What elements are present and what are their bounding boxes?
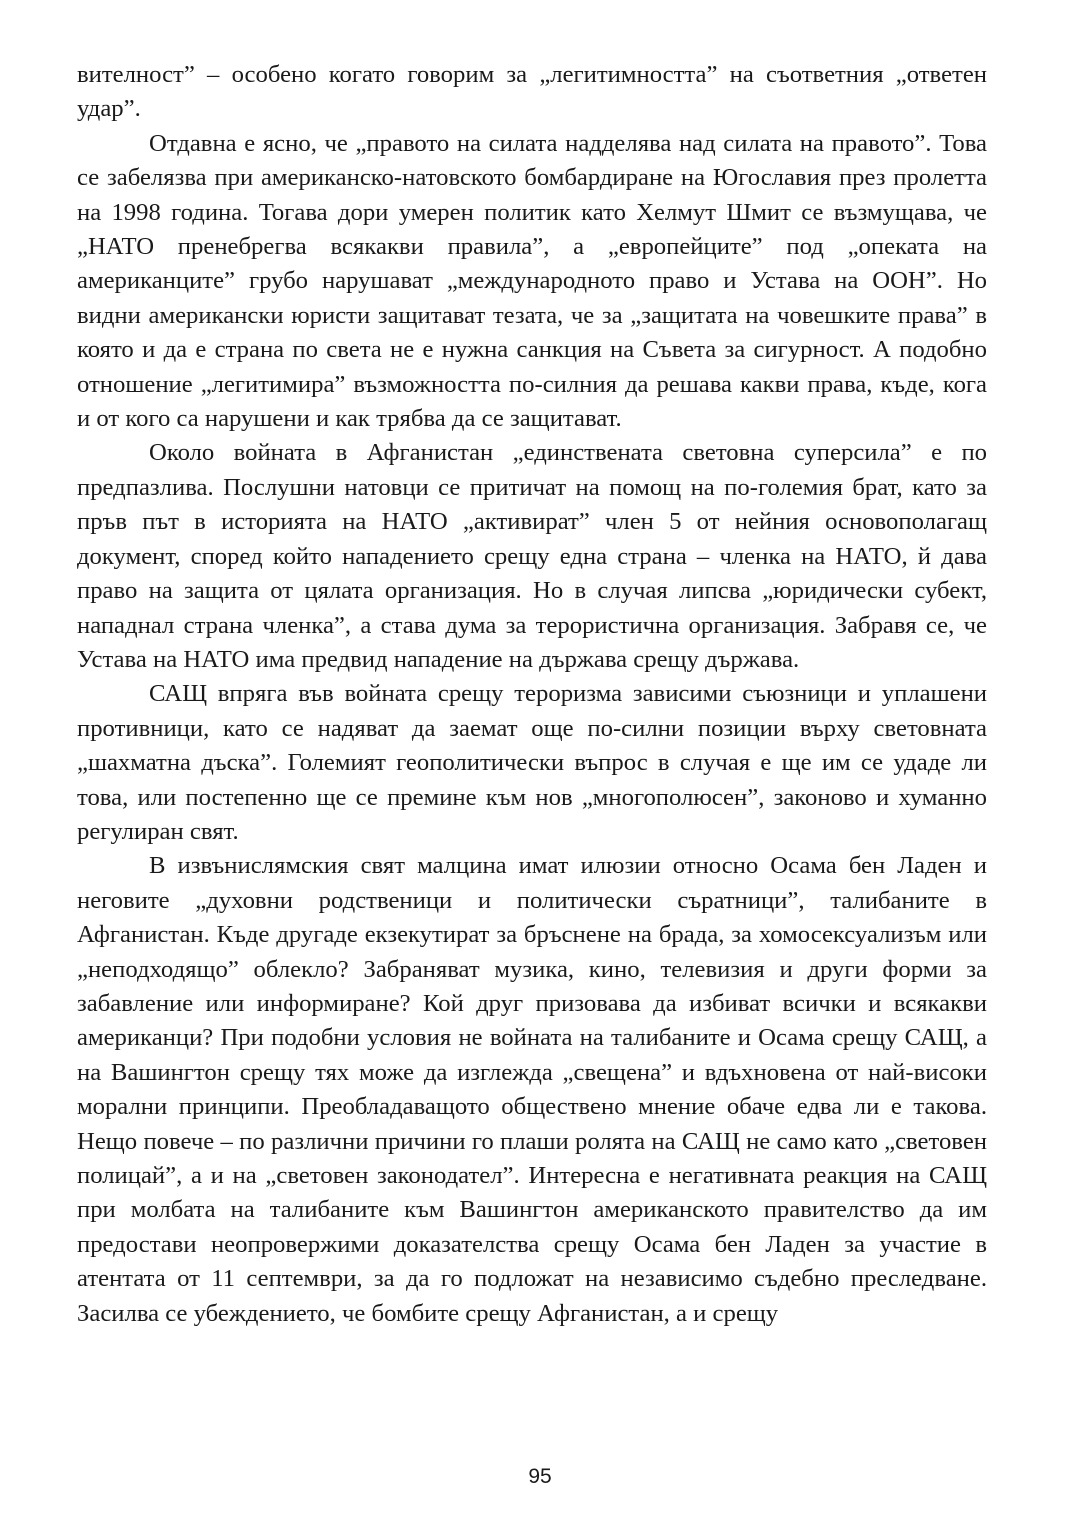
paragraph-usa-allies: САЩ впряга във войната срещу тероризма зависими съюзници и уплашени противници, като се надяват да заемат още по-силни позиции върху световната „шахматна дъска”. Големият геополитически въпрос в случая е ще им се удаде ли това, или постепенно ще се премине към нов „многополюсен”, законово и хуманно регулиран свят. <box>77 680 987 845</box>
paragraph-law-of-force: Отдавна е ясно, че „правото на силата надделява над силата на правото”. Това се забелязва при американско-натовското бомбардиране на Югославия през пролетта на 1998 година. Тогава дори умерен политик като Хелмут Шмит се възмущава, че „НАТО пренебрегва всякакви правила”, а „европейците” под „опеката на американците” грубо нарушават „международното право и Устава на ООН”. Но видни американски юристи защитават тезата, че за „защитата на човешките права” в която и да е страна по света не е нужна санкция на Съвета за сигурност. А подобно отношение „легитимира” възможността по-силния да решава какви права, къде, кога и от кого са нарушени и как трябва да се защитават. <box>77 129 987 433</box>
paragraph-bin-laden: В извънислямския свят малцина имат илюзии относно Осама бен Ладен и неговите „духовни родственици и политически съратници”, талибаните в Афганистан. Къде другаде екзекутират за бръснене на брада, за хомосексуализъм или „неподходящо” облекло? Забраняват музика, кино, телевизия и други форми за забавление или информиране? Кой друг призовава да избиват всички и всякакви американци? При подобни условия не войната на талибаните и Осама срещу САЩ, а на Вашингтон срещу тях може да изглежда „свещена” и вдъхновена от най-високи морални принципи. Преобладаващото обществено мнение обаче едва ли е такова. Нещо повече – по различни причини го плаши ролята на САЩ не само като „световен полицай”, а и на „световен законодател”. Интересна е негативната реакция на САЩ при молбата на талибаните към Вашингтон американското правителство да им предостави неопровержими доказателства срещу Осама бен Ладен за участие в атентата от 11 септември, за да го подложат на независимо съдебно преследване. Засилва се убеждението, че бомбите срещу Афганистан, а и срещу <box>77 852 987 1327</box>
paragraph-afghanistan-war: Около войната в Афганистан „единствената световна суперсила” е по предпазлива. Послушни натовци се притичат на помощ на по-големия брат, като за пръв път в историята на НАТО „активират” член 5 от нейния основополагащ документ, според който нападението срещу една страна – членка на НАТО, й дава право на защита от цялата организация. Но в случая липсва „юридически субект, нападнал страна членка”, а става дума за терористична организация. Забравя се, че Устава на НАТО има предвид нападение на държава срещу държава. <box>77 439 987 673</box>
page-number: 95 <box>528 1465 552 1488</box>
page-body <box>77 58 987 1331</box>
paragraph-continuation: вителност” – особено когато говорим за „легитимността” на съответния „ответен удар”. <box>77 61 987 123</box>
